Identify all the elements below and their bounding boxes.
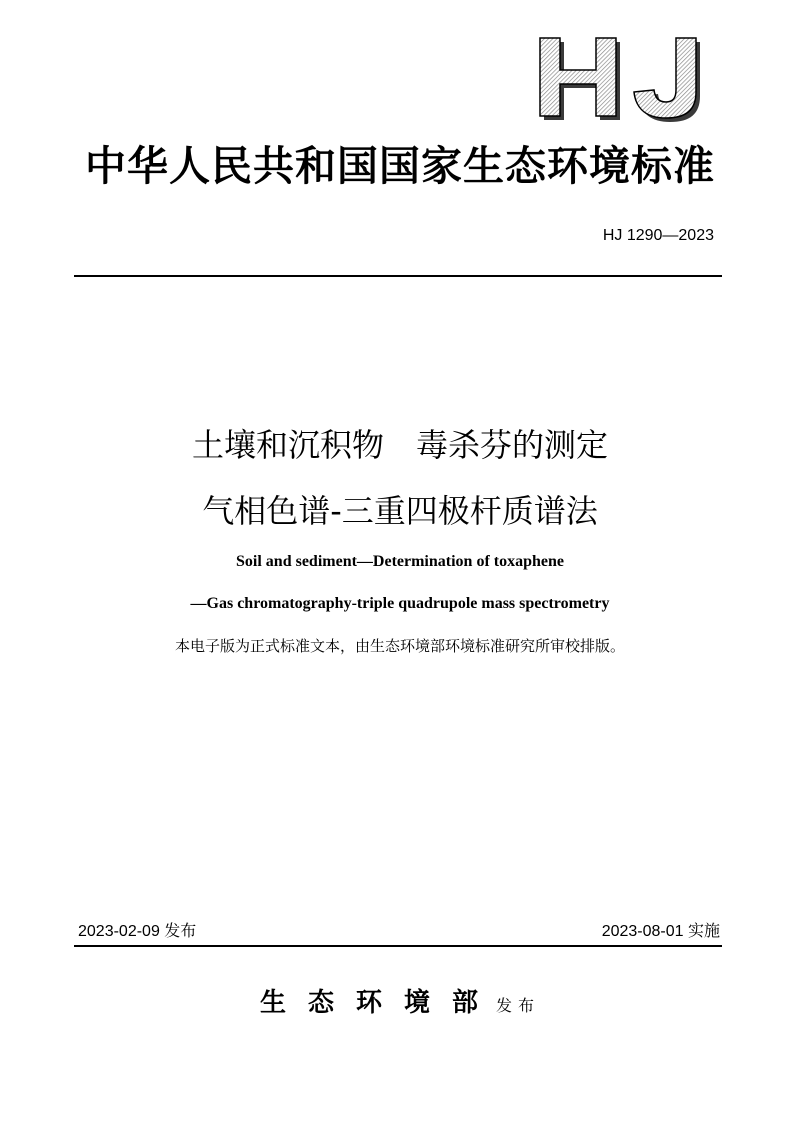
publisher-suffix: 发布 — [496, 996, 541, 1015]
agency-title: 中华人民共和国国家生态环境标准 — [85, 142, 715, 190]
hj-logo — [538, 36, 704, 122]
bottom-divider — [74, 945, 722, 947]
issue-date: 2023-02-09 发布 — [78, 923, 197, 940]
chinese-title-line-1: 土壤和沉积物 毒杀芬的测定 — [191, 426, 608, 464]
standard-number: HJ 1290—2023 — [602, 227, 714, 244]
publisher-name: 生态环境部 — [259, 988, 500, 1018]
english-title-line-2: —Gas chromatography-triple quadrupole mass spectrometry — [190, 595, 610, 612]
electronic-edition-notice: 本电子版为正式标准文本，由生态环境部环境标准研究所审校排版。 — [174, 637, 625, 655]
english-title-line-1: Soil and sediment—Determination of toxaphene — [236, 553, 564, 570]
top-divider — [74, 275, 722, 277]
implementation-date: 2023-08-01 实施 — [601, 923, 720, 940]
chinese-title-line-2: 气相色谱-三重四极杆质谱法 — [202, 492, 598, 530]
publisher-line — [0, 985, 800, 1024]
